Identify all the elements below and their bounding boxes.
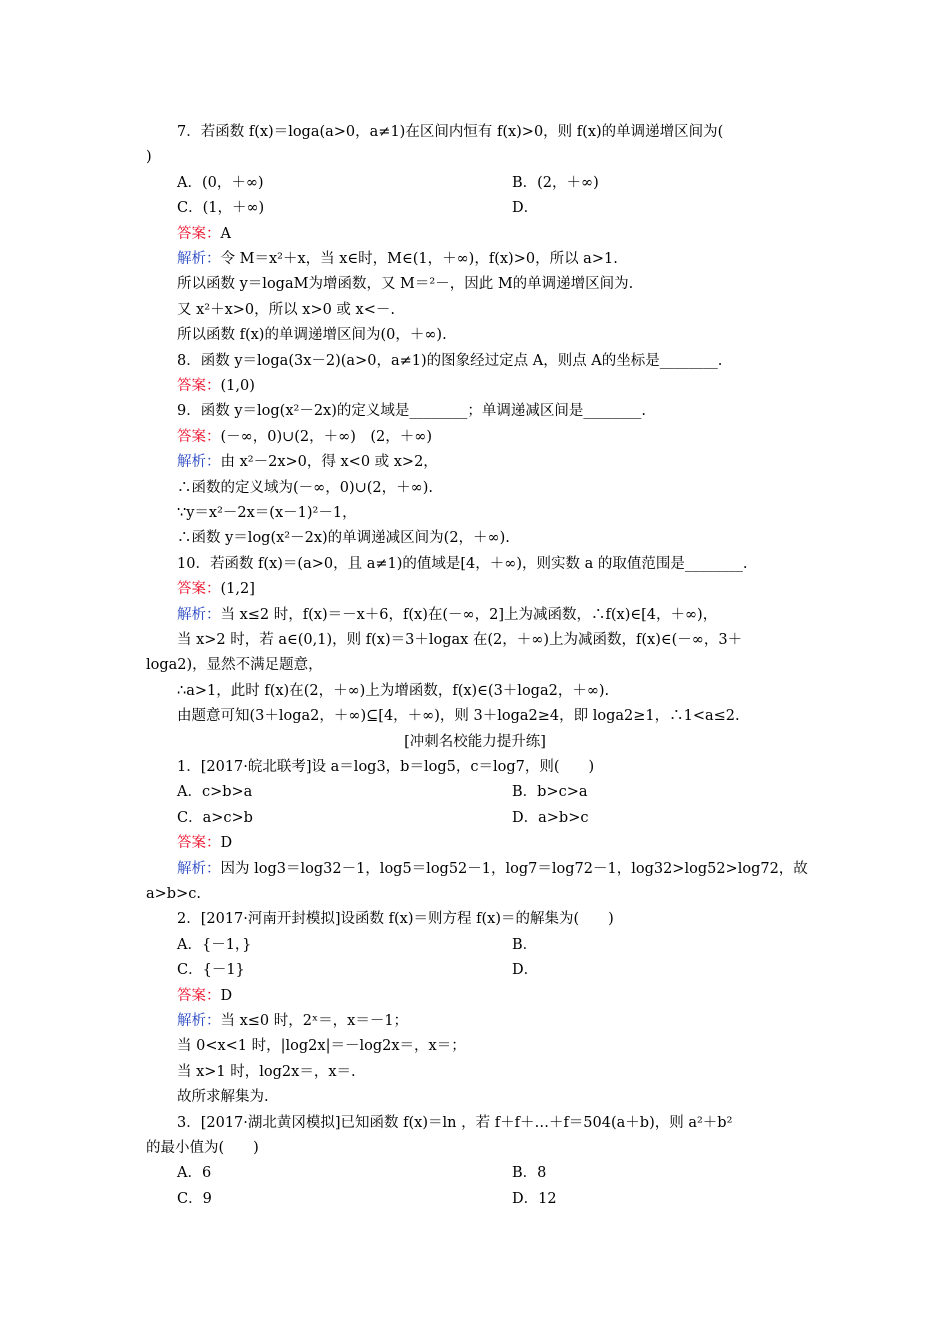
line-text: 令 M＝x²＋x，当 x∈时，M∈(1，＋∞)，f(x)>0，所以 a>1. bbox=[220, 251, 618, 267]
section-heading bbox=[0, 732, 950, 752]
line-text: ∴函数 y＝log(x²－2x)的单调递减区间为(2，＋∞). bbox=[177, 530, 510, 546]
option-left: A．(0，＋∞) bbox=[177, 175, 264, 191]
line-text: 1．[2017·皖北联考]设 a＝log3，b＝log5，c＝log7，则( ) bbox=[177, 759, 595, 775]
text-line bbox=[177, 681, 609, 701]
line-text: 当 x≤2 时，f(x)＝－x＋6，f(x)在(－∞，2]上为减函数，∴f(x)∈[4，＋∞)， bbox=[220, 607, 718, 623]
option-right: D．a>b>c bbox=[512, 810, 589, 826]
explanation-label: 解析： bbox=[177, 607, 221, 623]
text-line bbox=[177, 300, 395, 320]
answer-label: 答案： bbox=[177, 988, 221, 1004]
explanation-label: 解析： bbox=[177, 454, 221, 470]
text-line bbox=[177, 554, 747, 574]
explanation-line bbox=[177, 605, 717, 625]
line-text: 当 x>1 时，log2x＝，x＝. bbox=[177, 1064, 356, 1080]
line-text: 由题意可知(3＋loga2，＋∞)⊆[4，＋∞)，则 3＋loga2≥4，即 loga2≥1，∴1<a≤2. bbox=[177, 708, 740, 724]
line-text: 所以函数 y＝logaM为增函数，又 M＝²－，因此 M的单调递增区间为. bbox=[177, 276, 634, 292]
text-line bbox=[177, 1087, 269, 1107]
option-right: D． bbox=[512, 962, 539, 978]
line-text: 当 x>2 时，若 a∈(0,1)，则 f(x)＝3＋logax 在(2，＋∞)上为减函数，f(x)∈(－∞，3＋ bbox=[177, 632, 743, 648]
answer-label: 答案： bbox=[177, 226, 221, 242]
line-text: 所以函数 f(x)的单调递增区间为(0，＋∞). bbox=[177, 327, 447, 343]
text-line bbox=[177, 1113, 732, 1133]
line-text: 8．函数 y＝loga(3x－2)(a>0，a≠1)的图象经过定点 A，则点 A的坐标是________. bbox=[177, 353, 723, 369]
line-text: ∴函数的定义域为(－∞，0)∪(2，＋∞). bbox=[177, 480, 433, 496]
option-right: B．b>c>a bbox=[512, 784, 588, 800]
answer-line bbox=[177, 986, 232, 1006]
line-text: 当 x≤0 时，2ˣ＝，x＝－1； bbox=[220, 1013, 409, 1029]
line-text: A bbox=[220, 226, 231, 242]
line-text: (1,0) bbox=[220, 378, 255, 394]
line-text: 3．[2017·湖北黄冈模拟]已知函数 f(x)＝ln ，若 f＋f＋…＋f＝504(a＋b)，则 a²＋b² bbox=[177, 1115, 733, 1131]
text-line bbox=[146, 147, 152, 167]
text-line bbox=[177, 325, 447, 345]
text-line bbox=[146, 655, 323, 675]
answer-label: 答案： bbox=[177, 835, 221, 851]
explanation-label: 解析： bbox=[177, 251, 221, 267]
text-line bbox=[177, 1062, 356, 1082]
text-line bbox=[177, 503, 357, 523]
option-left: C．(1，＋∞) bbox=[177, 200, 265, 216]
line-text: 又 x²＋x>0，所以 x>0 或 x<－. bbox=[177, 302, 395, 318]
line-text: 的最小值为( ) bbox=[146, 1140, 259, 1156]
line-text: 当 0<x<1 时，|log2x|＝－log2x＝，x＝； bbox=[177, 1038, 466, 1054]
line-text: [冲刺名校能力提升练] bbox=[404, 734, 546, 750]
line-text: 因为 log3＝log32－1，log5＝log52－1，log7＝log72－1，log32>log52>log72，故 bbox=[220, 861, 808, 877]
option-left: C．9 bbox=[177, 1191, 212, 1207]
line-text: 由 x²－2x>0，得 x<0 或 x>2， bbox=[220, 454, 438, 470]
line-text: (－∞，0)∪(2，＋∞) (2，＋∞) bbox=[220, 429, 433, 445]
explanation-label: 解析： bbox=[177, 1013, 221, 1029]
line-text: 10．若函数 f(x)＝(a>0，且 a≠1)的值域是[4，＋∞)，则实数 a 的取值范围是________. bbox=[177, 556, 748, 572]
text-line bbox=[177, 757, 594, 777]
answer-label: 答案： bbox=[177, 581, 221, 597]
text-line bbox=[177, 478, 433, 498]
explanation-line bbox=[177, 249, 618, 269]
option-right: D． bbox=[512, 200, 539, 216]
line-text: 2．[2017·河南开封模拟]设函数 f(x)＝则方程 f(x)＝的解集为( ) bbox=[177, 911, 614, 927]
answer-line bbox=[177, 376, 255, 396]
line-text: loga2)，显然不满足题意， bbox=[146, 657, 323, 673]
answer-line bbox=[177, 833, 232, 853]
line-text: ∴a>1，此时 f(x)在(2，＋∞)上为增函数，f(x)∈(3＋loga2，＋∞). bbox=[177, 683, 610, 699]
option-right: B．8 bbox=[512, 1165, 547, 1181]
text-line bbox=[177, 909, 614, 929]
text-line bbox=[177, 1036, 466, 1056]
line-text: D bbox=[220, 835, 233, 851]
option-left: C．{－1} bbox=[177, 962, 245, 978]
explanation-line bbox=[177, 452, 438, 472]
line-text: D bbox=[220, 988, 233, 1004]
line-text: 7．若函数 f(x)＝loga(a>0，a≠1)在区间内恒有 f(x)>0，则 f(x)的单调递增区间为( bbox=[177, 124, 724, 140]
text-line bbox=[146, 1138, 259, 1158]
option-left: A．{－1，} bbox=[177, 937, 252, 953]
line-text: ∵y＝x²－2x＝(x－1)²－1， bbox=[177, 505, 357, 521]
text-line bbox=[177, 274, 633, 294]
option-right: B．(2，＋∞) bbox=[512, 175, 599, 191]
option-right: B． bbox=[512, 937, 538, 953]
explanation-label: 解析： bbox=[177, 861, 221, 877]
text-line bbox=[177, 401, 646, 421]
option-right: D．12 bbox=[512, 1191, 557, 1207]
text-line bbox=[177, 351, 722, 371]
text-line bbox=[177, 630, 742, 650]
line-text: a>b>c. bbox=[146, 886, 201, 902]
line-text: 9．函数 y＝log(x²－2x)的定义域是________；单调递减区间是________. bbox=[177, 403, 646, 419]
text-line bbox=[177, 122, 723, 142]
answer-line bbox=[177, 427, 432, 447]
line-text: (1,2] bbox=[220, 581, 255, 597]
explanation-line bbox=[177, 859, 808, 879]
answer-line bbox=[177, 224, 231, 244]
option-left: C．a>c>b bbox=[177, 810, 253, 826]
line-text: 故所求解集为. bbox=[177, 1089, 269, 1105]
text-line bbox=[146, 884, 201, 904]
answer-label: 答案： bbox=[177, 378, 221, 394]
text-line bbox=[177, 706, 740, 726]
option-left: A．6 bbox=[177, 1165, 212, 1181]
text-line bbox=[177, 528, 510, 548]
explanation-line bbox=[177, 1011, 408, 1031]
line-text: ) bbox=[146, 149, 152, 165]
answer-line bbox=[177, 579, 255, 599]
answer-label: 答案： bbox=[177, 429, 221, 445]
option-left: A．c>b>a bbox=[177, 784, 253, 800]
